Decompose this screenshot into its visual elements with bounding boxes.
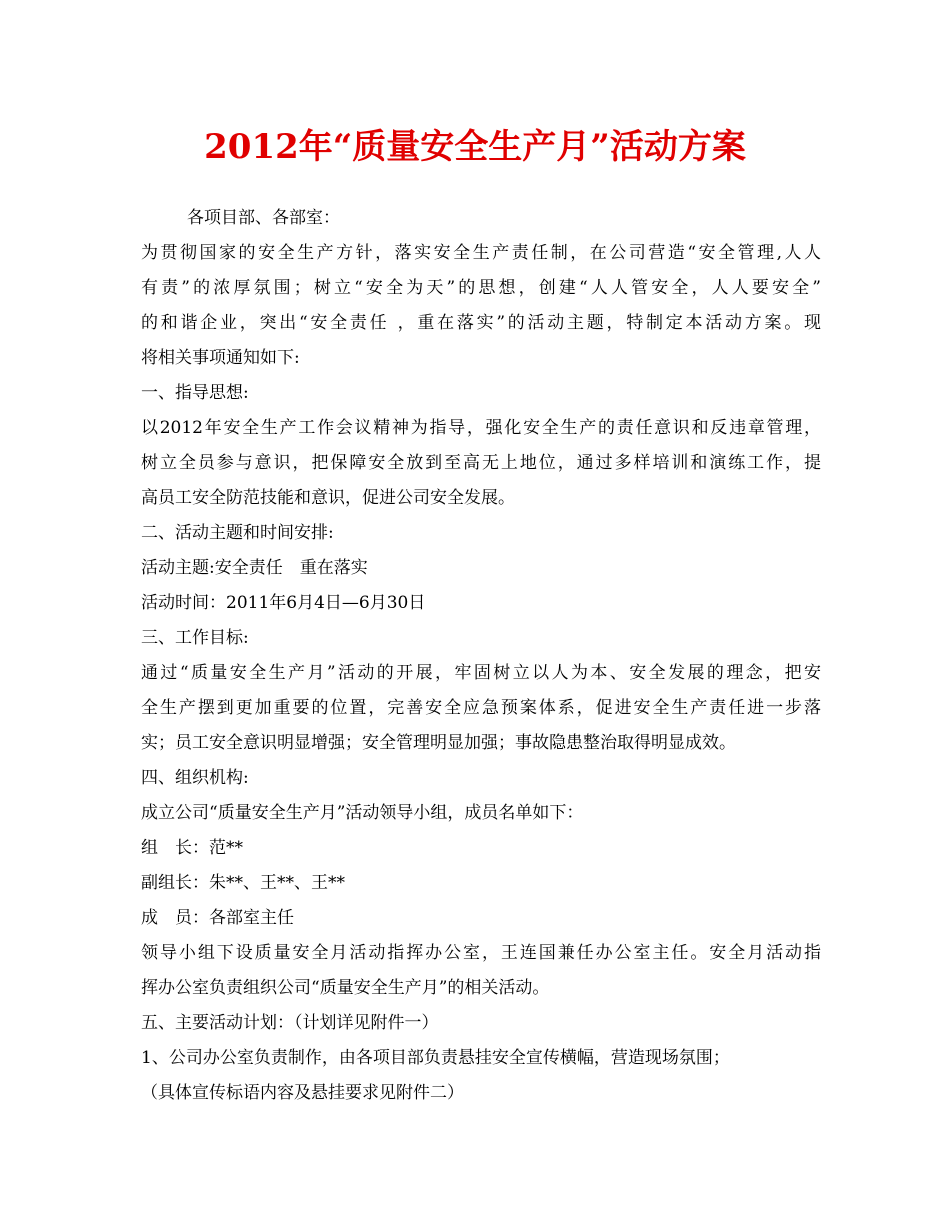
paragraph-line: 活动时间：2011年6月4日—6月30日 xyxy=(141,593,426,613)
paragraph-line: 为贯彻国家的安全生产方针，落实安全生产责任制，在公司营造“安全管理,人人 xyxy=(141,243,821,263)
section-heading: 四、组织机构: xyxy=(141,768,249,788)
document-title: 2012年“质量安全生产月”活动方案 xyxy=(204,127,746,167)
section-heading: 三、工作目标: xyxy=(141,628,249,648)
paragraph-line: 高员工安全防范技能和意识，促进公司安全发展。 xyxy=(141,488,515,508)
paragraph-line: 活动主题:安全责任 重在落实 xyxy=(141,558,368,578)
paragraph-line: 通过“质量安全生产月”活动的开展，牢固树立以人为本、安全发展的理念，把安 xyxy=(141,663,821,683)
salutation-line: 各项目部、各部室： xyxy=(187,208,340,228)
section-heading: 二、活动主题和时间安排: xyxy=(141,523,334,543)
paragraph-line: 挥办公室负责组织公司“质量安全生产月”的相关活动。 xyxy=(141,978,550,998)
member-line: 组 长：范** xyxy=(141,838,243,858)
paragraph-line: 全生产摆到更加重要的位置，完善安全应急预案体系，促进安全生产责任进一步落 xyxy=(141,698,821,718)
paragraph-line: 树立全员参与意识，把保障安全放到至高无上地位，通过多样培训和演练工作，提 xyxy=(141,453,821,473)
paragraph-line: 的和谐企业，突出“安全责任 ，重在落实”的活动主题，特制定本活动方案。现 xyxy=(141,313,821,333)
paragraph-line: 成立公司“质量安全生产月”活动领导小组，成员名单如下： xyxy=(141,803,584,823)
document-body xyxy=(141,201,821,1111)
paragraph-line: 1、公司办公室负责制作，由各项目部负责悬挂安全宣传横幅，营造现场氛围； xyxy=(141,1048,730,1068)
paragraph-line: 领导小组下设质量安全月活动指挥办公室，王连国兼任办公室主任。安全月活动指 xyxy=(141,943,821,963)
paragraph-line: 以2012年安全生产工作会议精神为指导，强化安全生产的责任意识和反违章管理， xyxy=(141,418,821,438)
section-heading: 一、指导思想: xyxy=(141,383,249,403)
member-line: 副组长：朱**、王**、王** xyxy=(141,873,345,893)
paragraph-line: 将相关事项通知如下: xyxy=(141,348,300,368)
paragraph-line: （具体宣传标语内容及悬挂要求见附件二） xyxy=(141,1083,464,1103)
section-heading: 五、主要活动计划：（计划详见附件一） xyxy=(141,1013,439,1033)
paragraph-line: 实；员工安全意识明显增强；安全管理明显加强；事故隐患整治取得明显成效。 xyxy=(141,733,736,753)
member-line: 成 员：各部室主任 xyxy=(141,908,294,928)
paragraph-line: 有责”的浓厚氛围；树立“安全为天”的思想，创建“人人管安全，人人要安全” xyxy=(141,278,821,298)
